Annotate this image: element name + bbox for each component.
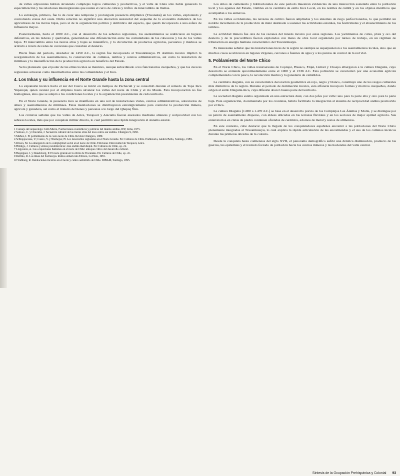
footnote: 6 Hidalgo, J. Culturas y etnias protohistóricas: área andina meridional. En: Culturas de Chile, op. cit. (14, 145, 127, 149)
paragraph: En el Norte Chico, los valles transversales de Copiapó, Huasco, Elqui, Limarí y Choapa albergaron a la cultura Diaguita, cuyo desarrollo se extiende aproximadamente entre el 1000 y el 1536 d.C. Esta población se caracterizó por una economía agrícola complementada con la pesca, la recolección marina y la ganadería de camélidos. (208, 64, 396, 78)
paragraph: En este contexto, cabe destacar que la llegada de los conquistadores españoles encontró a las poblaciones del Norte Chico plenamente integradas al Tawantinsuyu, lo cual explica la rápida articulación de las encomiendas y el uso de los caminos incaicos durante las primeras décadas de la colonia. (208, 123, 396, 137)
paragraph: La actividad minera fue otra de las razones del interés incaico por estas regiones. Los yacimientos de cobre, plata y oro del desierto y de la precordillera fueron explotados con mano de obra local organizada por turnos de trabajo, en un régimen de tributación en energía humana característico del Tawantinsuyu. (208, 31, 396, 44)
footnote: 9 Raffino, R. Los inkas del Kollasuyu. Ramos Americana Editora, La Plata, 1981. (14, 155, 106, 159)
paragraph: Los sitios de cementerio y habitacionales de este período muestran evidencias de una interacción sostenida entre la población local y los agentes del Estado, visibles en la cerámica de estilo Inca Local, en los textiles de cumbi y en los objetos metálicos que acompañan a los entierros. (208, 2, 396, 15)
running-title: Síntesis de la Ocupación Prehispánica y Colonial (312, 471, 387, 475)
paragraph: La sociedad diaguita estaba organizada en una estructura dual, con dos jefes por valle: uno para la parte alta y otro para la parte baja. Esta organización, documentada por los cronistas, habría facilitado la integración al sistema de reciprocidad andina promovido por el Inca. (208, 94, 396, 107)
footnote: 8 Berenguer, J. y Dauelsberg, P. El norte grande en la órbita de Tiwanaku. En: Culturas de Chile, op. cit. (14, 151, 131, 155)
paragraph: de valles adyacentes habían alcanzado complejas logros culturales y productivos, y el valle de Lluta sólo había generado la especialización y las relaciones interregionales que reunía el cerro de cabras y tráfico de intercambio de llamas. (14, 2, 202, 11)
footnote: 7 Llagostera, A. Las ocupaciones humanas en el norte de Chile: enfoque crítico del desarrollo cultural. (14, 148, 129, 152)
section-heading: 4. Los Inkas y su influencia en el Norte Grande hasta la zona central (14, 76, 150, 82)
footnote: 10 Stehberg, R. Instalaciones incaicas en el norte y centro semiárido de Chile. DIBAM, Santiago, 1995. (14, 158, 131, 162)
right-column (209, 2, 397, 162)
footnote: 3 Muñoz, I. El poblamiento de la costa norte de Chile. Revista Chungara, 1989. (14, 134, 104, 138)
footnote-divider (14, 125, 124, 126)
paragraph: La cerámica diaguita, con su característica decoración geométrica en rojo, negro y blanco, constituye uno de los rasgos culturales más distintivos de la región. Durante el período de dominación incaica, esta alfarería incorporó formas y motivos cuzqueños, dando origen al estilo Diaguita-Inca, cuya difusión abarcó buena parte del territorio. (208, 79, 396, 92)
footnote: 5 Rivera, M. La emergencia de la complejidad social en el norte de Chile. Ediciones Universidad de Tarapacá, Arica. (14, 141, 145, 145)
paragraph: La cultura Diaguita (1.000 a 1.470 d.C.) se basa en el desarrollo previo de los Complejos Las Ánimas y Molle, y se distingue por su patrón de asentamiento disperso, con aldeas ubicadas en las terrazas fluviales y en los sectores de mejor aptitud agrícola. Sus enterratorios en cistas de piedra contienen ofrendas de cerámica, adornos de metal y restos de alimentos. (208, 109, 396, 122)
paragraph: En los valles occidentales, las terrazas de cultivo fueron ampliadas y los sistemas de riego perfeccionados, lo que permitió un notable incremento de la producción de maíz destinada a sostener las actividades estatales, las festividades y el abastecimiento de los tambos. (208, 16, 396, 30)
page-footer (14, 471, 396, 475)
text-columns (14, 2, 396, 162)
paragraph: La expansión incaica hacia el sur del Cuzco se inició en tiempos de Pachacuti y se consolidó durante el reinado de Topa Inca Yupanqui, quien avanzó por el altiplano hasta alcanzar los valles del norte de Chile y el río Maule. Esta incorporación no fue homogénea, sino que se adaptó a las condiciones locales y a la organización preexistente de cada territorio. (14, 83, 202, 97)
left-column (14, 2, 202, 162)
binding-shadow (0, 168, 7, 288)
footnotes (14, 128, 202, 163)
paragraph: Se ha planteado que el poder de las elites locales se mantuvo, aunque subordinado a los funcionarios cuzqueños, y que los curacas regionales actuaron como intermediarios entre las comunidades y el Inca. (14, 65, 202, 74)
footnote: 1 Consejo del arqueólogo: John Murra, Formaciones económicas y políticas del mundo andino, IEP, Lima, 1975. (14, 127, 141, 131)
paragraph: En el Norte Grande, la presencia inca se manifiesta en una red de instalaciones viales, centros administrativos, adoratorios de altura y asentamientos de mitimaes. Estas instalaciones se distribuyeron estratégicamente para controlar la producción minera, agrícola y ganadera, así como el tránsito de bienes y personas a lo largo del Qhapaq Ñan. (14, 98, 202, 111)
paragraph: Es interesante señalar que las instalaciones incas de la región no siempre se superpusieron a los asentamientos locales, sino que en muchos casos se ubicaron en lugares vírgenes, cercanos a fuentes de agua y a los puntos de control de la red vial. (208, 46, 396, 55)
paragraph: La estrategia, primero, fue la de crear una temprana y prolongada presencia altiplánica (Tiwanaku) en los valles, explotando y controlando zonas del oasis. Dicha relación no significó una alteración sustancial del esquema de la economía doméstica de los agricultores de las tierras bajas, pero sí de la organización política y simbólica del espacio, que quedó incorporado a una esfera de influencia mayor. (14, 12, 202, 30)
footnote: 2 Santoro, C. y Chacama, J. Secuencia cultural de las tierras altas del área centro sur andina. Chungara 9, 1982. (14, 131, 139, 135)
paragraph: Desde la conquista hasta comienzos del siglo XVII, el panorama demográfico sufrió una drástica disminución, producto de las guerras, las epidemias y el traslado forzado de población hacia los centros mineros y las haciendas del valle central. (208, 138, 396, 147)
paragraph: Las crónicas señalan que los valles de Arica, Tarapacá y Atacama fueron anexados mediante alianzas y reciprocidad con los señores locales, más que por conquista militar directa, lo cual permitió una rápida integración al sistema estatal. (14, 113, 202, 122)
footnote: 4 Schiappacasse, V.; Castro, V. y Niemeyer, H. Los desarrollos regionales en el Norte Grande. En: Culturas de Chile. Prehistoria, Andrés Bello, Santiago, 1989. (14, 138, 193, 142)
paragraph: Posteriormente, hacia el 1000 d.C., con el desarrollo de los señoríos regionales, los asentamientos se reubicaron en lugares defensivos, en las laderas y quebradas, generándose una diferenciación entre las comunidades de las cabeceras y las de los valles bajos. El intercambio entre las tierras altas y bajas se intensificó, y la circulación de productos agrícolas, pecuarios y marinos se articuló a través de redes de caravanas que cruzaban el desierto. (14, 31, 202, 49)
page-number: 93 (392, 471, 396, 475)
section-heading: 5. Poblamiento del Norte Chico (208, 57, 271, 63)
paragraph: Hacia fines del período, alrededor de 1450 d.C., la región fue incorporada al Tawantinsuyu. El dominio incaico implicó la reorganización de los asentamientos, la construcción de caminos, tambos y centros administrativos, así como la instalación de mitimaes y la intensificación de la producción agrícola en beneficio del Estado. (14, 50, 202, 63)
